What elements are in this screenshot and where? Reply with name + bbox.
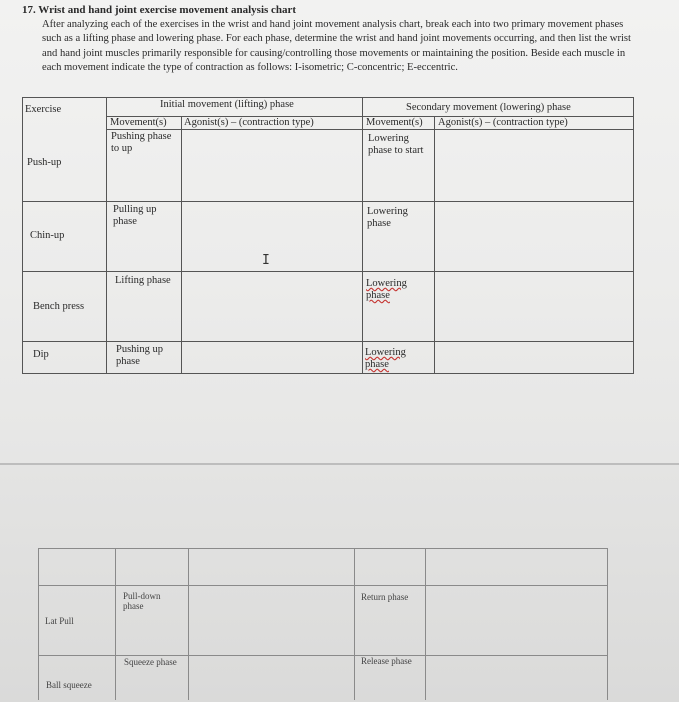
lat-pull-initial-phase: Pull-down phase [123, 591, 161, 611]
dip-secondary-phase: Lowering phase [365, 347, 406, 370]
question-instructions [42, 18, 638, 76]
lat-pull-secondary-phase: Return phase [361, 592, 409, 602]
header-secondary-phase: Secondary movement (lowering) phase [406, 102, 571, 113]
header-secondary-agonists: Agonist(s) – (contraction type) [438, 117, 568, 128]
exercise-chin-up: Chin-up [30, 230, 65, 241]
exercise-dip: Dip [33, 349, 49, 360]
ball-squeeze-secondary-phase: Release phase [361, 656, 412, 666]
chin-up-secondary-phase: Lowering phase [367, 206, 408, 229]
dip-initial-phase: Pushing up phase [116, 344, 163, 367]
header-initial-phase: Initial movement (lifting) phase [160, 99, 294, 110]
exercise-push-up: Push-up [27, 157, 62, 168]
exercise-lat-pull: Lat Pull [45, 616, 74, 626]
question-title: 17. Wrist and hand joint exercise movement analysis chart [22, 4, 297, 16]
push-up-secondary-phase: Lowering phase to start [368, 133, 424, 156]
text-cursor-icon: I [262, 253, 270, 268]
header-exercise: Exercise [25, 104, 62, 115]
exercise-bench-press: Bench press [33, 301, 85, 312]
header-initial-movements: Movement(s) [110, 117, 167, 128]
header-initial-agonists: Agonist(s) – (contraction type) [184, 117, 314, 128]
instructions-text: After analyzing each of the exercises in the wrist and hand joint movement analysis chart, break each into two primary movement phases such as a lifting phase and lowering phase. For each phase, determine the wrist and hand joint movements occurring, and then list the wrist and hand joint muscles primarily responsible for causing/controlling those movements or maintaining the position. Beside each muscle in each movement indicate the type of contraction as follows: I-isometric; C-concentric; E-eccentric. [42, 19, 631, 74]
bench-press-secondary-phase: Lowering phase [366, 278, 407, 301]
ball-squeeze-initial-phase: Squeeze phase [124, 657, 177, 667]
header-secondary-movements: Movement(s) [366, 117, 423, 128]
exercise-ball-squeeze: Ball squeeze [46, 680, 92, 690]
push-up-initial-phase: Pushing phase to up [111, 131, 172, 154]
worksheet-page-next [0, 463, 679, 702]
chin-up-initial-phase: Pulling up phase [113, 204, 157, 227]
bench-press-initial-phase: Lifting phase [115, 275, 171, 286]
